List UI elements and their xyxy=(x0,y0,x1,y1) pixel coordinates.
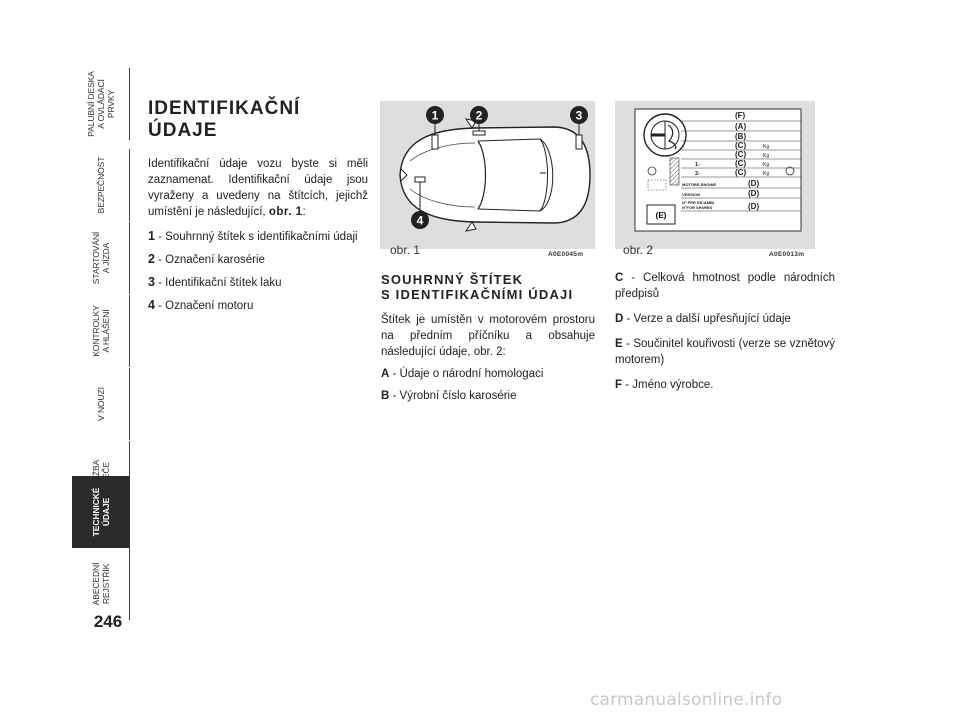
item-key: D xyxy=(615,313,624,325)
item-key: B xyxy=(381,390,390,402)
list-item xyxy=(615,311,835,327)
list-item xyxy=(615,270,835,302)
alfa-romeo-logo xyxy=(644,114,686,156)
item-key: 4 xyxy=(148,298,155,312)
plate-row-C2: (C) xyxy=(735,150,747,159)
svg-text:1: 1 xyxy=(431,108,439,123)
plate-location-2 xyxy=(473,131,485,135)
car-illustration xyxy=(380,101,595,249)
svg-text:4: 4 xyxy=(416,213,424,228)
section-body: Štítek je umístěn v motorovém prostoru na předním příčníku a obsahuje následující údaje, obr. 2: xyxy=(381,314,595,358)
item-text: - Výrobní číslo karosérie xyxy=(389,390,517,402)
tab-index[interactable] xyxy=(72,548,130,620)
plate-row-F: (F) xyxy=(735,111,746,120)
plate-row-A: (A) xyxy=(735,122,747,131)
svg-text:N°FOR SPARES: N°FOR SPARES xyxy=(682,205,713,210)
list-item xyxy=(615,336,835,368)
svg-text:MOTORE-ENGINE: MOTORE-ENGINE xyxy=(682,182,717,187)
tab-label: V NOUZI xyxy=(95,387,106,421)
item-text: - Označení karosérie xyxy=(154,254,265,266)
section-title-line2: S IDENTIFIKAČNÍMI ÚDAJI xyxy=(381,287,574,302)
svg-text:2: 2 xyxy=(475,108,483,123)
tab-label: STARTOVÁNÍ A JÍZDA xyxy=(90,231,111,285)
plate-row-C3: (C) xyxy=(735,159,747,168)
list-item xyxy=(148,251,368,268)
plate-location-1 xyxy=(432,135,438,149)
item-text: - Identifikační štítek laku xyxy=(154,277,282,289)
section-title-line1: SOUHRNNÝ ŠTÍTEK xyxy=(381,272,524,287)
figure-caption: obr. 2 xyxy=(623,243,654,257)
svg-text:VERSION: VERSION xyxy=(682,192,701,197)
list-item xyxy=(148,297,368,314)
list-item xyxy=(148,274,368,291)
item-key: C xyxy=(615,272,624,284)
plate-row-D1: (D) xyxy=(748,179,760,188)
tab-emergency[interactable] xyxy=(72,368,130,440)
plate-illustration xyxy=(615,101,815,249)
tab-label: ABECEDNÍ REJSTŘÍK xyxy=(90,562,111,606)
intro-text: Identifikační údaje vozu byste si měli zaznamenat. Identifikační údaje jsou vyraženy a uvedeny na štítcích, jejichž umístění je následující, xyxy=(148,158,368,218)
hatched-field xyxy=(670,158,679,185)
item-text: - Verze a další upřesňující údaje xyxy=(623,313,791,325)
svg-text:(E): (E) xyxy=(655,211,667,220)
svg-text:Kg: Kg xyxy=(763,144,770,150)
figure-car-top-view xyxy=(380,101,595,249)
plate-row-D2: (D) xyxy=(748,189,760,198)
plate-row-C4: (C) xyxy=(735,168,747,177)
tab-safety[interactable] xyxy=(72,149,130,221)
tab-label: KONTROLKY A HLÁŠENÍ xyxy=(90,305,111,357)
intro-end: : xyxy=(302,206,306,218)
item-text: - Údaje o národní homologaci xyxy=(389,368,544,380)
svg-text:N° PER RICAMBI: N° PER RICAMBI xyxy=(682,200,715,205)
plate-legend xyxy=(615,270,835,402)
item-text: - Celková hmotnost podle národních předpisů xyxy=(615,272,835,300)
marker-3 xyxy=(570,106,588,124)
item-key: A xyxy=(381,368,390,380)
tab-technical-data[interactable] xyxy=(72,476,130,548)
tab-label: PALUBNÍ DESKA A OVLÁDACÍ PRVKY xyxy=(85,71,116,137)
plate-row-D3: (D) xyxy=(748,202,760,211)
svg-text:2-: 2- xyxy=(695,171,700,177)
section-title xyxy=(381,272,595,302)
mounting-hole xyxy=(648,167,656,175)
list-item xyxy=(381,366,595,382)
page-title: IDENTIFIKAČNÍ ÚDAJE xyxy=(148,98,301,141)
item-text: - Součinitel kouřivosti (verze se vznětový motorem) xyxy=(615,338,835,366)
item-text: - Jméno výrobce. xyxy=(622,379,714,391)
item-key: E xyxy=(615,338,623,350)
item-key: 1 xyxy=(148,229,155,243)
item-key: F xyxy=(615,379,623,391)
list-item xyxy=(615,377,835,393)
svg-text:Kg: Kg xyxy=(763,171,770,177)
page-number: 246 xyxy=(93,612,123,631)
plate-location-4 xyxy=(415,177,425,182)
chapter-sidebar xyxy=(0,0,130,715)
item-text: - Označení motoru xyxy=(154,300,254,312)
item-text: - Souhrnný štítek s identifikačními údaji xyxy=(154,231,358,243)
marker-4 xyxy=(411,211,429,229)
tab-label: BEZPEČNOST xyxy=(95,156,106,214)
watermark: carmanualsonline.info xyxy=(590,690,783,710)
figure-reference[interactable]: obr. 1 xyxy=(268,206,303,218)
svg-text:1-: 1- xyxy=(695,162,700,168)
svg-text:3: 3 xyxy=(575,108,583,123)
item-key: 3 xyxy=(148,275,155,289)
tab-warning-lights[interactable] xyxy=(72,295,130,367)
list-item xyxy=(148,228,368,245)
tab-dashboard[interactable] xyxy=(72,68,130,140)
figure-identification-plate xyxy=(615,101,815,249)
figure-code: A0E0013m xyxy=(769,251,805,258)
plate-location-3 xyxy=(576,135,582,149)
figure-code: A0E0045m xyxy=(548,251,584,258)
plate-row-B: (B) xyxy=(735,132,747,141)
marker-2 xyxy=(470,106,488,124)
item-key: 2 xyxy=(148,252,155,266)
marker-1 xyxy=(426,106,444,124)
tab-starting-driving[interactable] xyxy=(72,222,130,294)
svg-text:Kg: Kg xyxy=(763,162,770,168)
figure-caption: obr. 1 xyxy=(390,243,421,257)
list-item xyxy=(381,388,595,404)
plate-row-C1: (C) xyxy=(735,141,747,150)
svg-text:Kg: Kg xyxy=(763,153,770,159)
identification-section xyxy=(148,98,368,320)
tab-label: TECHNICKÉ ÚDAJE xyxy=(90,487,111,537)
plate-section xyxy=(381,272,595,410)
intro-paragraph xyxy=(148,156,368,220)
